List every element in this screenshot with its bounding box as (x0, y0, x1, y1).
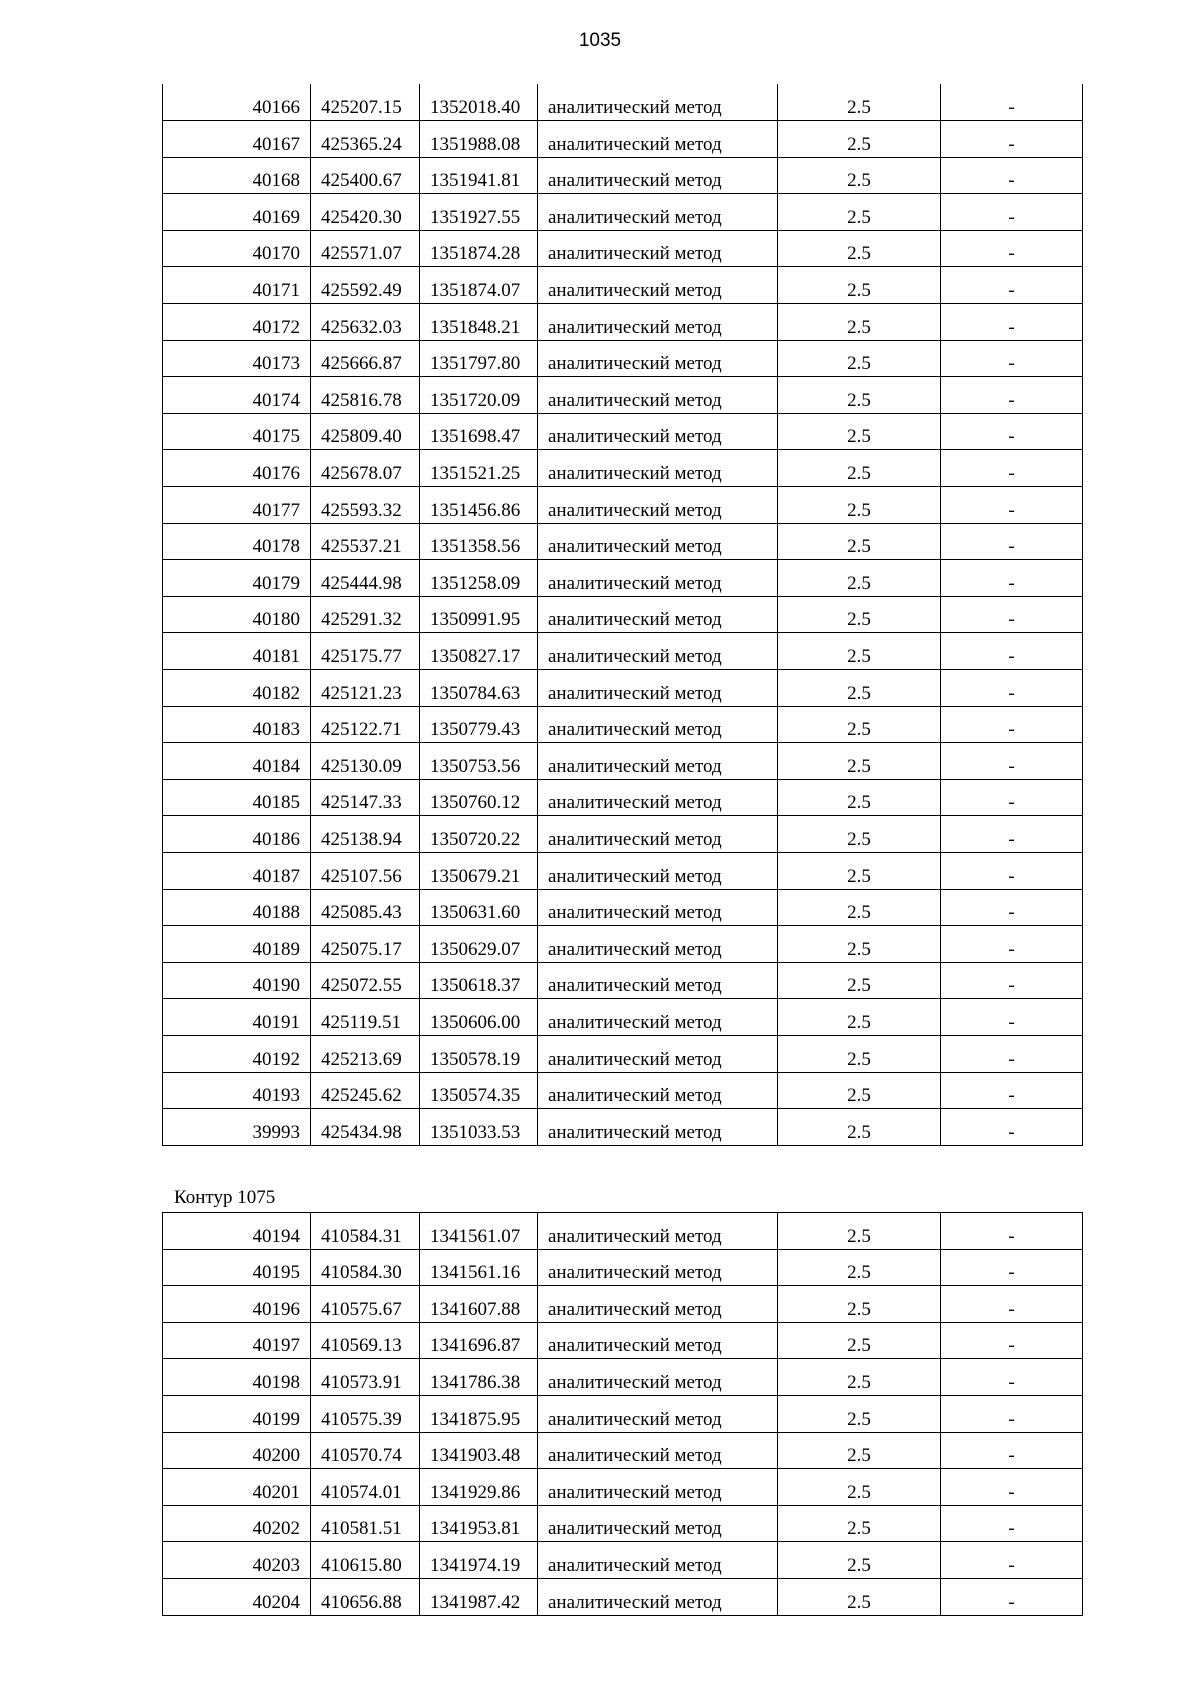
point-number-cell: 40183 (163, 706, 311, 743)
table-row (163, 1249, 1083, 1286)
accuracy-cell: 2.5 (778, 1505, 941, 1542)
y-coordinate-cell: 1350574.35 (420, 1072, 538, 1109)
y-coordinate-cell: 1341903.48 (420, 1432, 538, 1469)
point-number-cell: 40187 (163, 852, 311, 889)
note-cell: - (941, 670, 1083, 707)
x-coordinate-cell: 425592.49 (311, 267, 420, 304)
table-row (163, 157, 1083, 194)
table-row (163, 377, 1083, 414)
x-coordinate-cell: 410615.80 (311, 1542, 420, 1579)
note-cell: - (941, 1035, 1083, 1072)
table-row (163, 1322, 1083, 1359)
point-number-cell: 40169 (163, 194, 311, 231)
point-number-cell: 40168 (163, 157, 311, 194)
point-number-cell: 40197 (163, 1322, 311, 1359)
method-cell: аналитический метод (538, 157, 778, 194)
method-cell: аналитический метод (538, 560, 778, 597)
note-cell: - (941, 487, 1083, 524)
x-coordinate-cell: 425666.87 (311, 340, 420, 377)
y-coordinate-cell: 1351720.09 (420, 377, 538, 414)
method-cell: аналитический метод (538, 1359, 778, 1396)
table-row (163, 779, 1083, 816)
method-cell: аналитический метод (538, 340, 778, 377)
point-number-cell: 40194 (163, 1213, 311, 1250)
x-coordinate-cell: 425085.43 (311, 889, 420, 926)
point-number-cell: 40181 (163, 633, 311, 670)
y-coordinate-cell: 1350578.19 (420, 1035, 538, 1072)
table-row (163, 1109, 1083, 1146)
table-row (163, 194, 1083, 231)
y-coordinate-cell: 1351874.07 (420, 267, 538, 304)
x-coordinate-cell: 425816.78 (311, 377, 420, 414)
accuracy-cell: 2.5 (778, 450, 941, 487)
accuracy-cell: 2.5 (778, 560, 941, 597)
x-coordinate-cell: 410656.88 (311, 1578, 420, 1615)
method-cell: аналитический метод (538, 779, 778, 816)
point-number-cell: 40173 (163, 340, 311, 377)
y-coordinate-cell: 1350779.43 (420, 706, 538, 743)
x-coordinate-cell: 425245.62 (311, 1072, 420, 1109)
accuracy-cell: 2.5 (778, 779, 941, 816)
x-coordinate-cell: 410581.51 (311, 1505, 420, 1542)
page-number: 1035 (578, 30, 622, 51)
table-row (163, 670, 1083, 707)
accuracy-cell: 2.5 (778, 999, 941, 1036)
accuracy-cell: 2.5 (778, 523, 941, 560)
table-row (163, 596, 1083, 633)
accuracy-cell: 2.5 (778, 377, 941, 414)
y-coordinate-cell: 1341561.07 (420, 1213, 538, 1250)
method-cell: аналитический метод (538, 1035, 778, 1072)
accuracy-cell: 2.5 (778, 962, 941, 999)
table-row (163, 1072, 1083, 1109)
table-row (163, 1395, 1083, 1432)
table-row (163, 816, 1083, 853)
coordinates-table-contour (162, 1212, 1083, 1616)
point-number-cell: 40190 (163, 962, 311, 999)
point-number-cell: 40188 (163, 889, 311, 926)
method-cell: аналитический метод (538, 487, 778, 524)
x-coordinate-cell: 425420.30 (311, 194, 420, 231)
x-coordinate-cell: 425809.40 (311, 413, 420, 450)
x-coordinate-cell: 425537.21 (311, 523, 420, 560)
table-row (163, 560, 1083, 597)
y-coordinate-cell: 1341696.87 (420, 1322, 538, 1359)
point-number-cell: 40176 (163, 450, 311, 487)
x-coordinate-cell: 425122.71 (311, 706, 420, 743)
method-cell: аналитический метод (538, 121, 778, 158)
point-number-cell: 40191 (163, 999, 311, 1036)
table-row (163, 230, 1083, 267)
method-cell: аналитический метод (538, 962, 778, 999)
method-cell: аналитический метод (538, 450, 778, 487)
note-cell: - (941, 1395, 1083, 1432)
x-coordinate-cell: 410570.74 (311, 1432, 420, 1469)
point-number-cell: 40185 (163, 779, 311, 816)
table-row (163, 304, 1083, 341)
method-cell: аналитический метод (538, 1505, 778, 1542)
point-number-cell: 40193 (163, 1072, 311, 1109)
note-cell: - (941, 157, 1083, 194)
table-row (163, 1578, 1083, 1615)
y-coordinate-cell: 1341987.42 (420, 1578, 538, 1615)
table-body (163, 84, 1083, 1145)
note-cell: - (941, 267, 1083, 304)
x-coordinate-cell: 425593.32 (311, 487, 420, 524)
accuracy-cell: 2.5 (778, 121, 941, 158)
note-cell: - (941, 1072, 1083, 1109)
note-cell: - (941, 121, 1083, 158)
note-cell: - (941, 999, 1083, 1036)
x-coordinate-cell: 425107.56 (311, 852, 420, 889)
y-coordinate-cell: 1341607.88 (420, 1286, 538, 1323)
point-number-cell: 40174 (163, 377, 311, 414)
method-cell: аналитический метод (538, 596, 778, 633)
accuracy-cell: 2.5 (778, 230, 941, 267)
y-coordinate-cell: 1351927.55 (420, 194, 538, 231)
point-number-cell: 40195 (163, 1249, 311, 1286)
point-number-cell: 40172 (163, 304, 311, 341)
x-coordinate-cell: 425213.69 (311, 1035, 420, 1072)
point-number-cell: 40200 (163, 1432, 311, 1469)
method-cell: аналитический метод (538, 1432, 778, 1469)
accuracy-cell: 2.5 (778, 743, 941, 780)
accuracy-cell: 2.5 (778, 852, 941, 889)
accuracy-cell: 2.5 (778, 1432, 941, 1469)
method-cell: аналитический метод (538, 1542, 778, 1579)
method-cell: аналитический метод (538, 1578, 778, 1615)
note-cell: - (941, 377, 1083, 414)
note-cell: - (941, 779, 1083, 816)
x-coordinate-cell: 425072.55 (311, 962, 420, 999)
y-coordinate-cell: 1351941.81 (420, 157, 538, 194)
note-cell: - (941, 1542, 1083, 1579)
accuracy-cell: 2.5 (778, 816, 941, 853)
accuracy-cell: 2.5 (778, 1469, 941, 1506)
x-coordinate-cell: 425291.32 (311, 596, 420, 633)
table-row (163, 267, 1083, 304)
x-coordinate-cell: 425075.17 (311, 926, 420, 963)
y-coordinate-cell: 1351698.47 (420, 413, 538, 450)
x-coordinate-cell: 425678.07 (311, 450, 420, 487)
table-row (163, 852, 1083, 889)
accuracy-cell: 2.5 (778, 487, 941, 524)
contour-heading: Контур 1075 (174, 1187, 276, 1208)
y-coordinate-cell: 1350606.00 (420, 999, 538, 1036)
point-number-cell: 40179 (163, 560, 311, 597)
method-cell: аналитический метод (538, 852, 778, 889)
point-number-cell: 40177 (163, 487, 311, 524)
method-cell: аналитический метод (538, 1469, 778, 1506)
point-number-cell: 40204 (163, 1578, 311, 1615)
accuracy-cell: 2.5 (778, 1359, 941, 1396)
point-number-cell: 40202 (163, 1505, 311, 1542)
point-number-cell: 40199 (163, 1395, 311, 1432)
table-row (163, 962, 1083, 999)
method-cell: аналитический метод (538, 633, 778, 670)
accuracy-cell: 2.5 (778, 340, 941, 377)
accuracy-cell: 2.5 (778, 1286, 941, 1323)
point-number-cell: 40198 (163, 1359, 311, 1396)
note-cell: - (941, 230, 1083, 267)
x-coordinate-cell: 425138.94 (311, 816, 420, 853)
accuracy-cell: 2.5 (778, 1213, 941, 1250)
note-cell: - (941, 523, 1083, 560)
y-coordinate-cell: 1350629.07 (420, 926, 538, 963)
method-cell: аналитический метод (538, 743, 778, 780)
accuracy-cell: 2.5 (778, 1542, 941, 1579)
note-cell: - (941, 340, 1083, 377)
note-cell: - (941, 560, 1083, 597)
point-number-cell: 40171 (163, 267, 311, 304)
accuracy-cell: 2.5 (778, 889, 941, 926)
point-number-cell: 40182 (163, 670, 311, 707)
method-cell: аналитический метод (538, 1322, 778, 1359)
table-row (163, 450, 1083, 487)
x-coordinate-cell: 425434.98 (311, 1109, 420, 1146)
method-cell: аналитический метод (538, 889, 778, 926)
x-coordinate-cell: 425121.23 (311, 670, 420, 707)
x-coordinate-cell: 410569.13 (311, 1322, 420, 1359)
method-cell: аналитический метод (538, 523, 778, 560)
note-cell: - (941, 450, 1083, 487)
x-coordinate-cell: 425207.15 (311, 84, 420, 121)
x-coordinate-cell: 425400.67 (311, 157, 420, 194)
method-cell: аналитический метод (538, 84, 778, 121)
note-cell: - (941, 304, 1083, 341)
accuracy-cell: 2.5 (778, 1578, 941, 1615)
method-cell: аналитический метод (538, 230, 778, 267)
method-cell: аналитический метод (538, 267, 778, 304)
y-coordinate-cell: 1341786.38 (420, 1359, 538, 1396)
y-coordinate-cell: 1350760.12 (420, 779, 538, 816)
y-coordinate-cell: 1341953.81 (420, 1505, 538, 1542)
accuracy-cell: 2.5 (778, 706, 941, 743)
coordinates-table-continued (162, 84, 1083, 1146)
note-cell: - (941, 852, 1083, 889)
table-row (163, 1505, 1083, 1542)
accuracy-cell: 2.5 (778, 1249, 941, 1286)
accuracy-cell: 2.5 (778, 1322, 941, 1359)
x-coordinate-cell: 410574.01 (311, 1469, 420, 1506)
accuracy-cell: 2.5 (778, 413, 941, 450)
note-cell: - (941, 926, 1083, 963)
y-coordinate-cell: 1341929.86 (420, 1469, 538, 1506)
table-row (163, 413, 1083, 450)
note-cell: - (941, 706, 1083, 743)
table-row (163, 706, 1083, 743)
y-coordinate-cell: 1350784.63 (420, 670, 538, 707)
method-cell: аналитический метод (538, 1286, 778, 1323)
accuracy-cell: 2.5 (778, 1395, 941, 1432)
x-coordinate-cell: 425365.24 (311, 121, 420, 158)
accuracy-cell: 2.5 (778, 157, 941, 194)
y-coordinate-cell: 1350753.56 (420, 743, 538, 780)
method-cell: аналитический метод (538, 1395, 778, 1432)
method-cell: аналитический метод (538, 194, 778, 231)
x-coordinate-cell: 425147.33 (311, 779, 420, 816)
accuracy-cell: 2.5 (778, 633, 941, 670)
accuracy-cell: 2.5 (778, 267, 941, 304)
table-row (163, 633, 1083, 670)
point-number-cell: 40196 (163, 1286, 311, 1323)
note-cell: - (941, 413, 1083, 450)
table-row (163, 523, 1083, 560)
accuracy-cell: 2.5 (778, 194, 941, 231)
y-coordinate-cell: 1350991.95 (420, 596, 538, 633)
point-number-cell: 40184 (163, 743, 311, 780)
method-cell: аналитический метод (538, 999, 778, 1036)
y-coordinate-cell: 1351874.28 (420, 230, 538, 267)
point-number-cell: 40192 (163, 1035, 311, 1072)
method-cell: аналитический метод (538, 413, 778, 450)
note-cell: - (941, 889, 1083, 926)
point-number-cell: 40167 (163, 121, 311, 158)
y-coordinate-cell: 1352018.40 (420, 84, 538, 121)
y-coordinate-cell: 1351358.56 (420, 523, 538, 560)
table-row (163, 84, 1083, 121)
note-cell: - (941, 1578, 1083, 1615)
accuracy-cell: 2.5 (778, 596, 941, 633)
x-coordinate-cell: 410584.31 (311, 1213, 420, 1250)
accuracy-cell: 2.5 (778, 1035, 941, 1072)
method-cell: аналитический метод (538, 1109, 778, 1146)
point-number-cell: 40180 (163, 596, 311, 633)
table-row (163, 1359, 1083, 1396)
table-row (163, 926, 1083, 963)
note-cell: - (941, 596, 1083, 633)
x-coordinate-cell: 410575.67 (311, 1286, 420, 1323)
method-cell: аналитический метод (538, 304, 778, 341)
method-cell: аналитический метод (538, 816, 778, 853)
x-coordinate-cell: 410584.30 (311, 1249, 420, 1286)
note-cell: - (941, 1469, 1083, 1506)
y-coordinate-cell: 1351848.21 (420, 304, 538, 341)
method-cell: аналитический метод (538, 1072, 778, 1109)
accuracy-cell: 2.5 (778, 670, 941, 707)
table-row (163, 889, 1083, 926)
y-coordinate-cell: 1351456.86 (420, 487, 538, 524)
accuracy-cell: 2.5 (778, 304, 941, 341)
note-cell: - (941, 816, 1083, 853)
method-cell: аналитический метод (538, 1213, 778, 1250)
note-cell: - (941, 1249, 1083, 1286)
y-coordinate-cell: 1341875.95 (420, 1395, 538, 1432)
x-coordinate-cell: 425444.98 (311, 560, 420, 597)
y-coordinate-cell: 1350827.17 (420, 633, 538, 670)
note-cell: - (941, 1286, 1083, 1323)
y-coordinate-cell: 1351521.25 (420, 450, 538, 487)
note-cell: - (941, 1109, 1083, 1146)
note-cell: - (941, 1213, 1083, 1250)
table-row (163, 1213, 1083, 1250)
point-number-cell: 40166 (163, 84, 311, 121)
accuracy-cell: 2.5 (778, 1072, 941, 1109)
table-row (163, 743, 1083, 780)
y-coordinate-cell: 1351988.08 (420, 121, 538, 158)
table-row (163, 1469, 1083, 1506)
method-cell: аналитический метод (538, 706, 778, 743)
x-coordinate-cell: 425175.77 (311, 633, 420, 670)
x-coordinate-cell: 425130.09 (311, 743, 420, 780)
accuracy-cell: 2.5 (778, 1109, 941, 1146)
y-coordinate-cell: 1351797.80 (420, 340, 538, 377)
note-cell: - (941, 84, 1083, 121)
note-cell: - (941, 1322, 1083, 1359)
y-coordinate-cell: 1341561.16 (420, 1249, 538, 1286)
y-coordinate-cell: 1351258.09 (420, 560, 538, 597)
point-number-cell: 40201 (163, 1469, 311, 1506)
note-cell: - (941, 1359, 1083, 1396)
y-coordinate-cell: 1351033.53 (420, 1109, 538, 1146)
table-row (163, 999, 1083, 1036)
x-coordinate-cell: 410575.39 (311, 1395, 420, 1432)
note-cell: - (941, 962, 1083, 999)
point-number-cell: 40203 (163, 1542, 311, 1579)
point-number-cell: 40178 (163, 523, 311, 560)
y-coordinate-cell: 1350720.22 (420, 816, 538, 853)
note-cell: - (941, 1432, 1083, 1469)
x-coordinate-cell: 425571.07 (311, 230, 420, 267)
y-coordinate-cell: 1350618.37 (420, 962, 538, 999)
method-cell: аналитический метод (538, 1249, 778, 1286)
point-number-cell: 40170 (163, 230, 311, 267)
x-coordinate-cell: 425119.51 (311, 999, 420, 1036)
table-row (163, 1035, 1083, 1072)
x-coordinate-cell: 410573.91 (311, 1359, 420, 1396)
note-cell: - (941, 1505, 1083, 1542)
note-cell: - (941, 633, 1083, 670)
method-cell: аналитический метод (538, 670, 778, 707)
table-row (163, 340, 1083, 377)
x-coordinate-cell: 425632.03 (311, 304, 420, 341)
y-coordinate-cell: 1350679.21 (420, 852, 538, 889)
point-number-cell: 40175 (163, 413, 311, 450)
note-cell: - (941, 743, 1083, 780)
table-body (163, 1213, 1083, 1616)
point-number-cell: 39993 (163, 1109, 311, 1146)
table-row (163, 121, 1083, 158)
method-cell: аналитический метод (538, 926, 778, 963)
accuracy-cell: 2.5 (778, 84, 941, 121)
table-row (163, 1432, 1083, 1469)
method-cell: аналитический метод (538, 377, 778, 414)
point-number-cell: 40186 (163, 816, 311, 853)
note-cell: - (941, 194, 1083, 231)
point-number-cell: 40189 (163, 926, 311, 963)
table-row (163, 487, 1083, 524)
table-row (163, 1542, 1083, 1579)
accuracy-cell: 2.5 (778, 926, 941, 963)
y-coordinate-cell: 1350631.60 (420, 889, 538, 926)
table-row (163, 1286, 1083, 1323)
y-coordinate-cell: 1341974.19 (420, 1542, 538, 1579)
